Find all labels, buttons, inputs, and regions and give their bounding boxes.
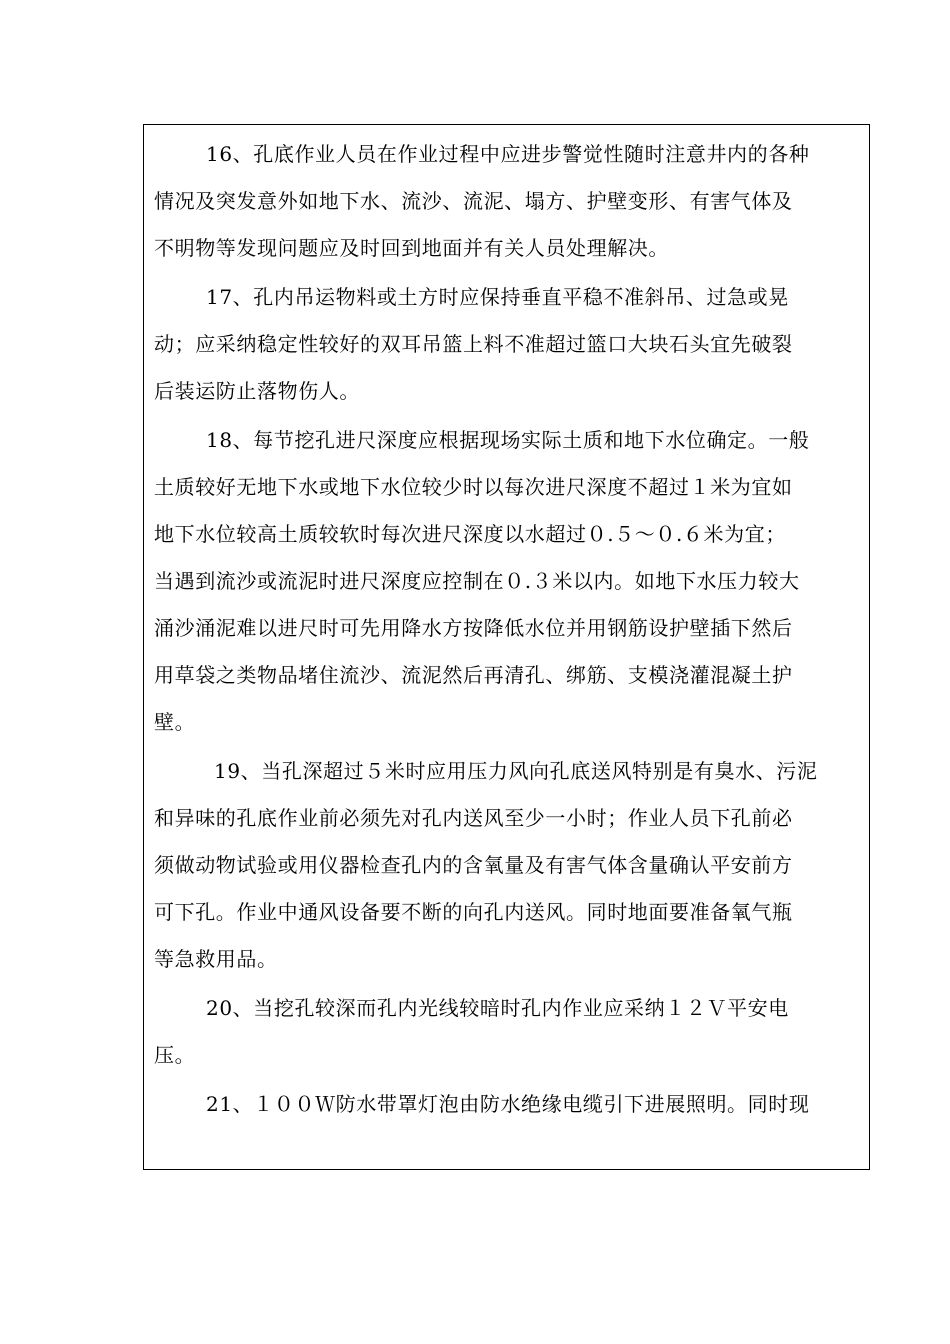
paragraph-line: 18、每节挖孔进尺深度应根据现场实际土质和地下水位确定。一般 <box>206 428 810 452</box>
paragraph-line: 16、孔底作业人员在作业过程中应进步警觉性随时注意井内的各种 <box>206 142 810 166</box>
document-table-cell <box>143 124 870 1170</box>
paragraph-line: 不明物等发现问题应及时回到地面并有关人员处理解决。 <box>154 236 669 260</box>
paragraph-line: 21、１００Ｗ防水带罩灯泡由防水绝缘电缆引下进展照明。同时现 <box>206 1092 810 1116</box>
paragraph-16 <box>154 138 858 264</box>
paragraph-line: 土质较好无地下水或地下水位较少时以每次进尺深度不超过１米为宜如 <box>154 475 793 499</box>
paragraph-line: 情况及突发意外如地下水、流沙、流泥、塌方、护壁变形、有害气体及 <box>154 189 793 213</box>
paragraph-line: 压。 <box>154 1043 196 1067</box>
paragraph-line: 用草袋之类物品堵住流沙、流泥然后再清孔、绑筋、支模浇灌混凝土护 <box>154 663 793 687</box>
paragraph-line: 19、当孔深超过５米时应用压力风向孔底送风特别是有臭水、污泥 <box>214 759 818 783</box>
paragraph-line: 20、当挖孔较深而孔内光线较暗时孔内作业应采纳１２Ｖ平安电 <box>206 996 789 1020</box>
paragraph-line: 涌沙涌泥难以进尺时可先用降水方按降低水位并用钢筋设护壁插下然后 <box>154 616 793 640</box>
paragraph-line: 17、孔内吊运物料或土方时应保持垂直平稳不准斜吊、过急或晃 <box>206 285 789 309</box>
paragraph-line: 动；应采纳稳定性较好的双耳吊篮上料不准超过篮口大块石头宜先破裂 <box>154 332 793 356</box>
paragraph-19 <box>154 755 858 975</box>
paragraph-line: 地下水位较高土质较软时每次进尺深度以水超过０.５～０.６米为宜； <box>154 522 786 546</box>
paragraph-17 <box>154 281 858 407</box>
paragraph-line: 和异味的孔底作业前必须先对孔内送风至少一小时；作业人员下孔前必 <box>154 806 793 830</box>
paragraph-line: 后装运防止落物伤人。 <box>154 379 360 403</box>
paragraph-line: 须做动物试验或用仪器检查孔内的含氧量及有害气体含量确认平安前方 <box>154 853 793 877</box>
paragraph-line: 可下孔。作业中通风设备要不断的向孔内送风。同时地面要准备氧气瓶 <box>154 900 793 924</box>
paragraph-line: 当遇到流沙或流泥时进尺深度应控制在０.３米以内。如地下水压力较大 <box>154 569 800 593</box>
paragraph-line: 等急救用品。 <box>154 947 278 971</box>
paragraph-line: 壁。 <box>154 710 196 734</box>
paragraph-20 <box>154 992 858 1071</box>
document-body <box>154 138 858 1120</box>
paragraph-21 <box>154 1088 858 1120</box>
paragraph-18 <box>154 424 858 738</box>
